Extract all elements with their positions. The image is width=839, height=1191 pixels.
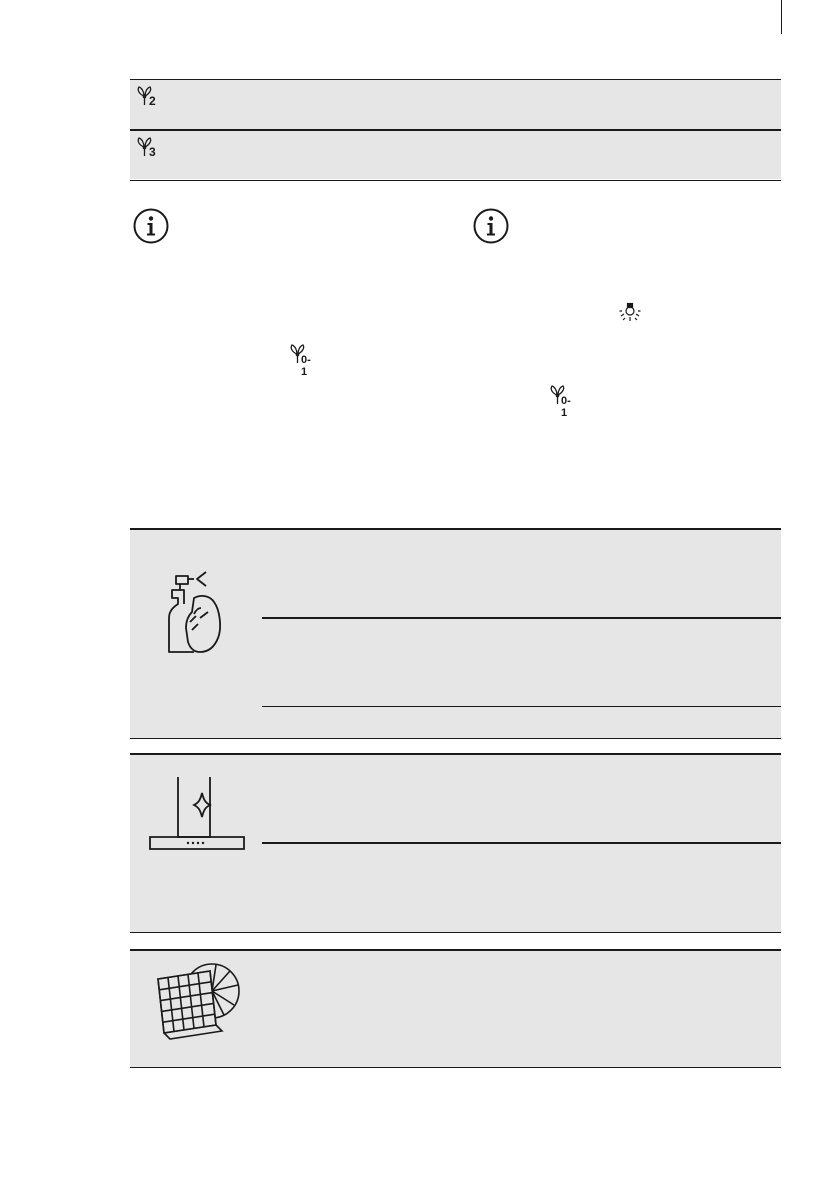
crop-mark	[781, 0, 782, 34]
table-row-speed-3	[130, 131, 781, 179]
info-icon	[473, 208, 509, 244]
table-bottom-line	[130, 180, 781, 181]
fan-speed-label: 2	[149, 94, 156, 108]
care-block-bottom-line	[130, 932, 781, 933]
care-row-divider	[262, 842, 781, 844]
table-row-speed-2	[130, 80, 781, 129]
care-block-cleaning	[130, 530, 781, 738]
care-block-bottom-line	[130, 1067, 781, 1068]
light-icon	[619, 302, 641, 329]
care-block-bottom-line	[130, 738, 781, 739]
care-block-filter	[130, 951, 781, 1067]
hood-cleaning-icon	[148, 775, 246, 858]
fan-icon	[136, 136, 158, 160]
fan-icon	[289, 343, 311, 378]
fan-speed-label: 0-1	[301, 354, 311, 378]
info-icon	[133, 208, 169, 244]
care-block-hood	[130, 755, 781, 932]
fan-icon	[136, 85, 158, 109]
grease-filter-icon	[154, 959, 254, 1054]
fan-speed-label: 3	[149, 145, 156, 159]
fan-speed-label: 0-1	[561, 395, 571, 419]
care-row-divider	[262, 706, 781, 707]
fan-icon	[549, 384, 571, 419]
spray-cleaning-icon	[164, 568, 224, 663]
care-row-divider	[262, 617, 781, 619]
